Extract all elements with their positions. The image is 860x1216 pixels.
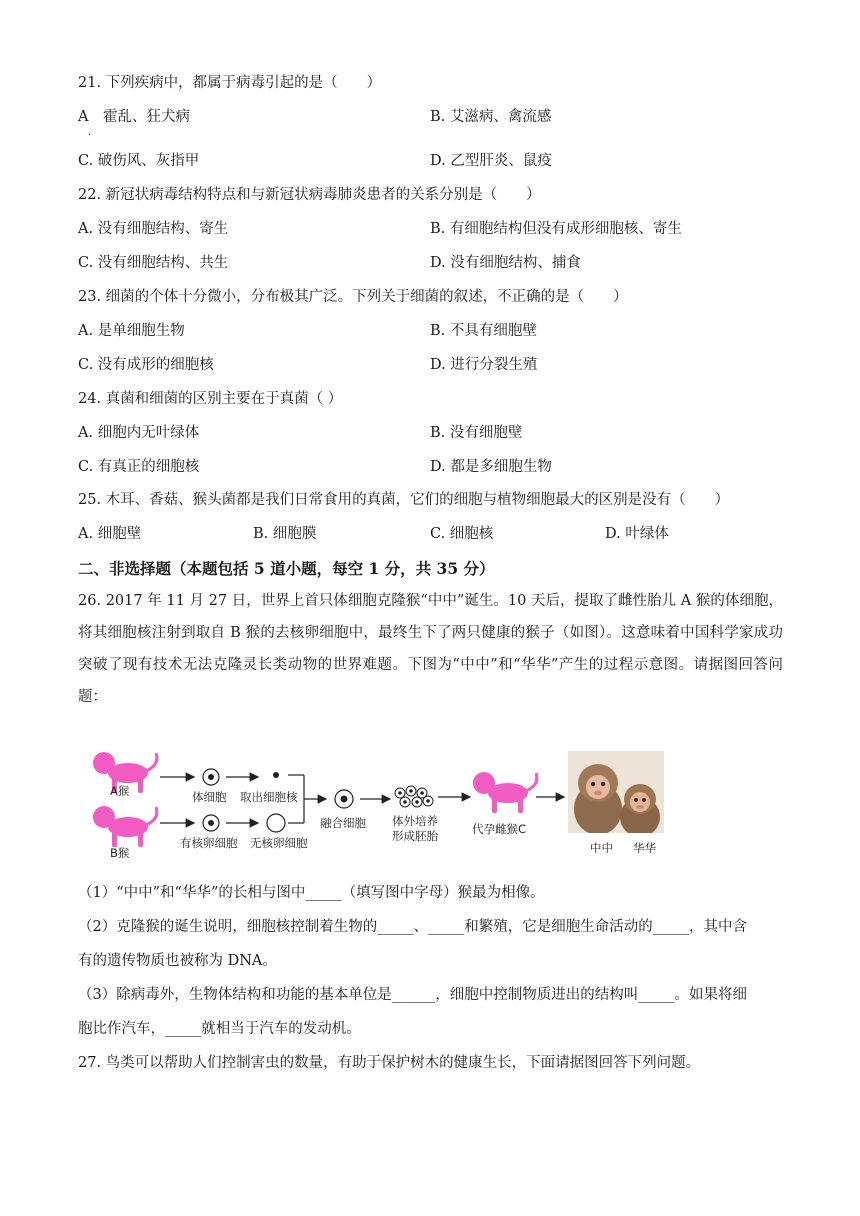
q21-option-b: B. 艾滋病、禽流感 bbox=[430, 109, 552, 125]
label-somatic-cell: 体细胞 bbox=[192, 790, 227, 804]
q24-option-c: C. 有真正的细胞核 bbox=[78, 459, 200, 475]
q24-option-d: D. 都是多细胞生物 bbox=[430, 459, 552, 475]
q22-stem: 22. 新冠状病毒结构特点和与新冠状病毒肺炎患者的关系分别是（ ） bbox=[78, 187, 541, 203]
q24-option-b: B. 没有细胞壁 bbox=[430, 425, 523, 441]
q26-sub3-line2: 胞比作汽车，_____就相当于汽车的发动机。 bbox=[78, 1021, 361, 1037]
q21-option-c: C. 破伤风、灰指甲 bbox=[78, 153, 200, 169]
label-culture-line2: 形成胚胎 bbox=[392, 829, 438, 843]
label-culture-line1: 体外培养 bbox=[392, 814, 438, 828]
q26-sub2-line1: （2）克隆猴的诞生说明，细胞核控制着生物的_____、_____和繁殖，它是细胞生命活动的_____，其中含 bbox=[78, 919, 747, 935]
q24-stem: 24. 真菌和细菌的区别主要在于真菌（ ） bbox=[78, 391, 343, 407]
q22-option-b: B. 有细胞结构但没有成形细胞核、寄生 bbox=[430, 221, 682, 237]
q25-option-b: B. 细胞膜 bbox=[253, 526, 317, 542]
label-monkey-b: B猴 bbox=[110, 846, 130, 860]
label-enucleated-egg: 无核卵细胞 bbox=[250, 836, 308, 850]
q21-option-d: D. 乙型肝炎、鼠疫 bbox=[430, 153, 552, 169]
monkeys-photo-drawing bbox=[568, 751, 664, 833]
q25-option-d: D. 叶绿体 bbox=[605, 526, 669, 542]
q26-sub1: （1）“中中”和“华华”的长相与图中_____（填写图中字母）猴最为相像。 bbox=[78, 885, 545, 901]
label-zhongzhong: 中中 bbox=[590, 841, 613, 855]
q23-option-b: B. 不具有细胞壁 bbox=[430, 323, 537, 339]
label-fused-cell: 融合细胞 bbox=[320, 816, 366, 830]
label-huahua: 华华 bbox=[633, 841, 656, 855]
label-extract-nucleus: 取出细胞核 bbox=[240, 790, 298, 804]
label-monkey-a: A猴 bbox=[110, 784, 130, 798]
q24-option-a: A. 细胞内无叶绿体 bbox=[78, 425, 200, 441]
q21-option-a: A 霍乱、狂犬病 bbox=[78, 109, 190, 125]
q27-stem: 27. 鸟类可以帮助人们控制害虫的数量，有助于保护树木的健康生长，下面请据图回答下列问题。 bbox=[78, 1055, 701, 1071]
q26-sub2-line2: 有的遗传物质也被称为 DNA。 bbox=[78, 953, 277, 969]
q26-sub3-line1: （3）除病毒外，生物体结构和功能的基本单位是______，细胞中控制物质进出的结构叫_____。如果将细 bbox=[78, 987, 747, 1003]
q25-stem: 25. 木耳、香菇、猴头菌都是我们日常食用的真菌，它们的细胞与植物细胞最大的区别是没有（ ） bbox=[78, 492, 730, 508]
q22-option-d: D. 没有细胞结构、捕食 bbox=[430, 255, 581, 271]
q25-option-a: A. 细胞壁 bbox=[78, 526, 142, 542]
monkey-c-icon bbox=[473, 772, 537, 813]
q22-option-c: C. 没有细胞结构、共生 bbox=[78, 255, 229, 271]
monkey-b-icon bbox=[93, 806, 157, 847]
label-surrogate-c: 代孕雌猴C bbox=[472, 822, 527, 836]
label-nucleated-egg: 有核卵细胞 bbox=[180, 836, 238, 850]
stray-dot: · bbox=[88, 130, 92, 141]
q23-option-a: A. 是单细胞生物 bbox=[78, 323, 185, 339]
cloned-monkeys-photo bbox=[568, 751, 664, 833]
section-2-title: 二、非选择题（本题包括 5 道小题，每空 1 分，共 35 分） bbox=[78, 559, 495, 578]
embryo-icon bbox=[395, 786, 433, 807]
q23-option-d: D. 进行分裂生殖 bbox=[430, 357, 538, 373]
q23-stem: 23. 细菌的个体十分微小，分布极其广泛。下列关于细菌的叙述，不正确的是（ ） bbox=[78, 289, 628, 305]
q21-stem: 21. 下列疾病中，都属于病毒引起的是（ ） bbox=[78, 75, 382, 91]
q22-option-a: A. 没有细胞结构、寄生 bbox=[78, 221, 229, 237]
q25-option-c: C. 细胞核 bbox=[430, 526, 494, 542]
q26-stem: 26. 2017 年 11 月 27 日，世界上首只体细胞克隆猴“中中”诞生。10 天后，提取了雌性胎儿 A 猴的体细胞，将其细胞核注射到取自 B 猴的去核卵细胞中，最终生下了两只健康的猴子（如图）。这意味着中国科学家成功突破了现有技术无法克隆灵长类动物的世界难题。下图为“中中”和“华华”产生的过程示意图。请据图回答问题： bbox=[78, 593, 783, 705]
q23-option-c: C. 没有成形的细胞核 bbox=[78, 357, 214, 373]
